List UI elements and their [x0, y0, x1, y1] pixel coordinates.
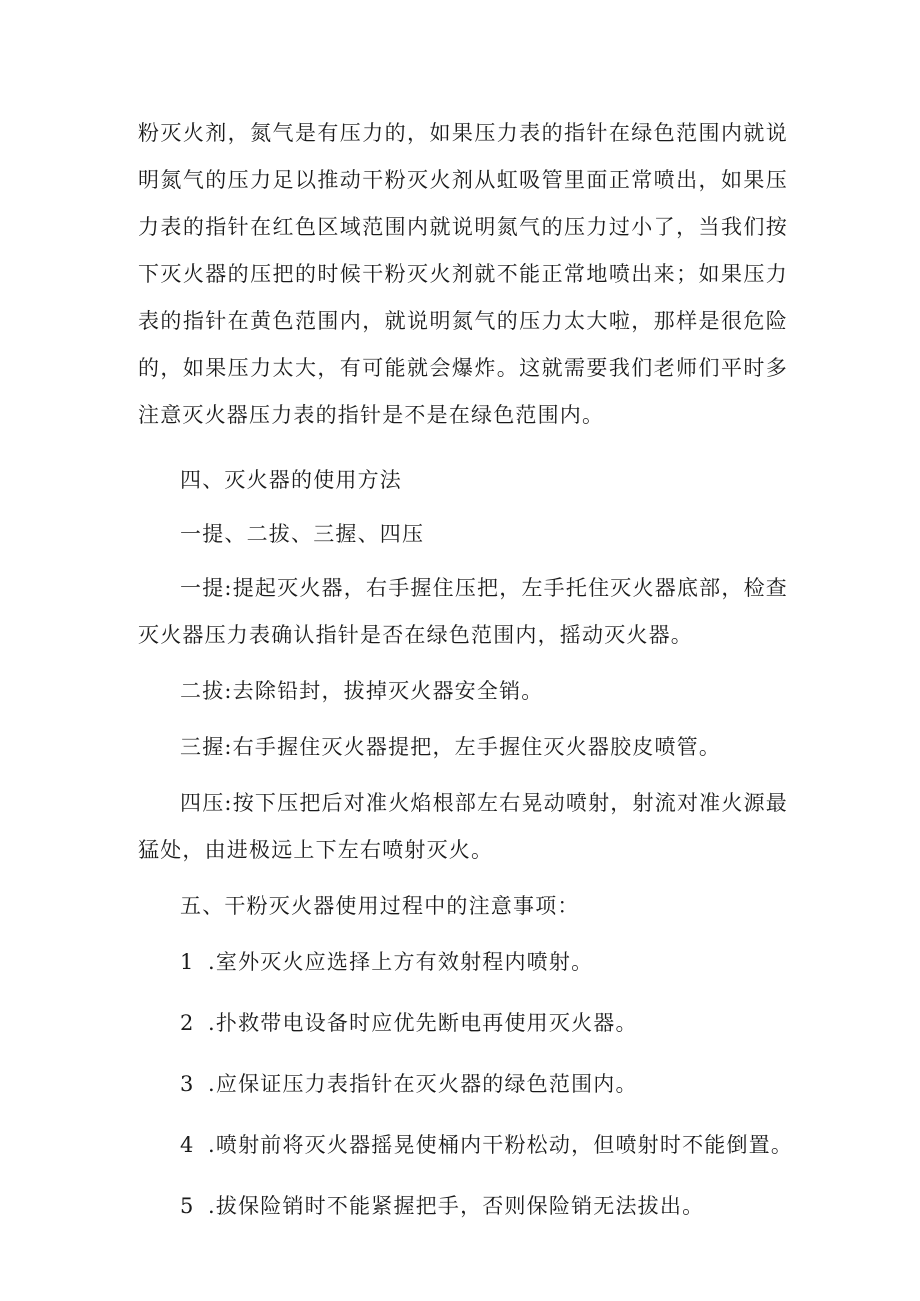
section-4-heading: 四、灭火器的使用方法 [180, 468, 402, 492]
precaution-text: .喷射前将灭火器摇晃使桶内干粉松动，但喷射时不能倒置。 [208, 1133, 794, 1157]
precaution-item [138, 1061, 788, 1108]
step-3-paragraph: 三握:右手握住灭火器提把，左手握住灭火器胶皮喷管。 [180, 735, 722, 759]
precaution-text: .应保证压力表指针在灭火器的绿色范围内。 [208, 1072, 638, 1096]
document-body [138, 110, 794, 1230]
precaution-item [138, 939, 788, 986]
precaution-number: 4 [180, 1133, 195, 1157]
precaution-number: 3 [180, 1072, 195, 1096]
precaution-item [138, 1000, 788, 1047]
precaution-text: .拔保险销时不能紧握把手，否则保险销无法拔出。 [208, 1194, 705, 1218]
section-5-heading: 五、干粉灭火器使用过程中的注意事项： [180, 894, 580, 918]
precaution-text: .室外灭火应选择上方有效射程内喷射。 [208, 950, 594, 974]
precaution-number: 5 [180, 1194, 195, 1218]
precaution-number: 2 [180, 1011, 195, 1035]
step-2-paragraph: 二拔:去除铅封，拔掉灭火器安全销。 [180, 679, 544, 703]
precaution-text: .扑救带电设备时应优先断电再使用灭火器。 [208, 1011, 638, 1035]
section-4-summary: 一提、二拔、三握、四压 [180, 522, 425, 546]
precaution-number: 1 [180, 950, 195, 974]
precaution-item [138, 1122, 794, 1169]
intro-paragraph: 粉灭火剂，氮气是有压力的，如果压力表的指针在绿色范围内就说明氮气的压力足以推动干粉灭火剂从虹吸管里面正常喷出，如果压力表的指针在红色区域范围内就说明氮气的压力过小了，当我们按下灭火器的压把的时候干粉灭火剂就不能正常地喷出来；如果压力表的指针在黄色范围内，就说明氮气的压力太大啦，那样是很危险的，如果压力太大，有可能就会爆炸。这就需要我们老师们平时多注意灭火器压力表的指针是不是在绿色范围内。 [138, 121, 788, 427]
step-4-paragraph: 四压:按下压把后对准火焰根部左右晃动喷射，射流对准火源最猛处，由进极远上下左右喷射灭火。 [138, 791, 788, 862]
precaution-item [138, 1183, 788, 1230]
step-1-paragraph: 一提:提起灭火器，右手握住压把，左手托住灭火器底部，检查灭火器压力表确认指针是否在绿色范围内，摇动灭火器。 [138, 576, 788, 647]
